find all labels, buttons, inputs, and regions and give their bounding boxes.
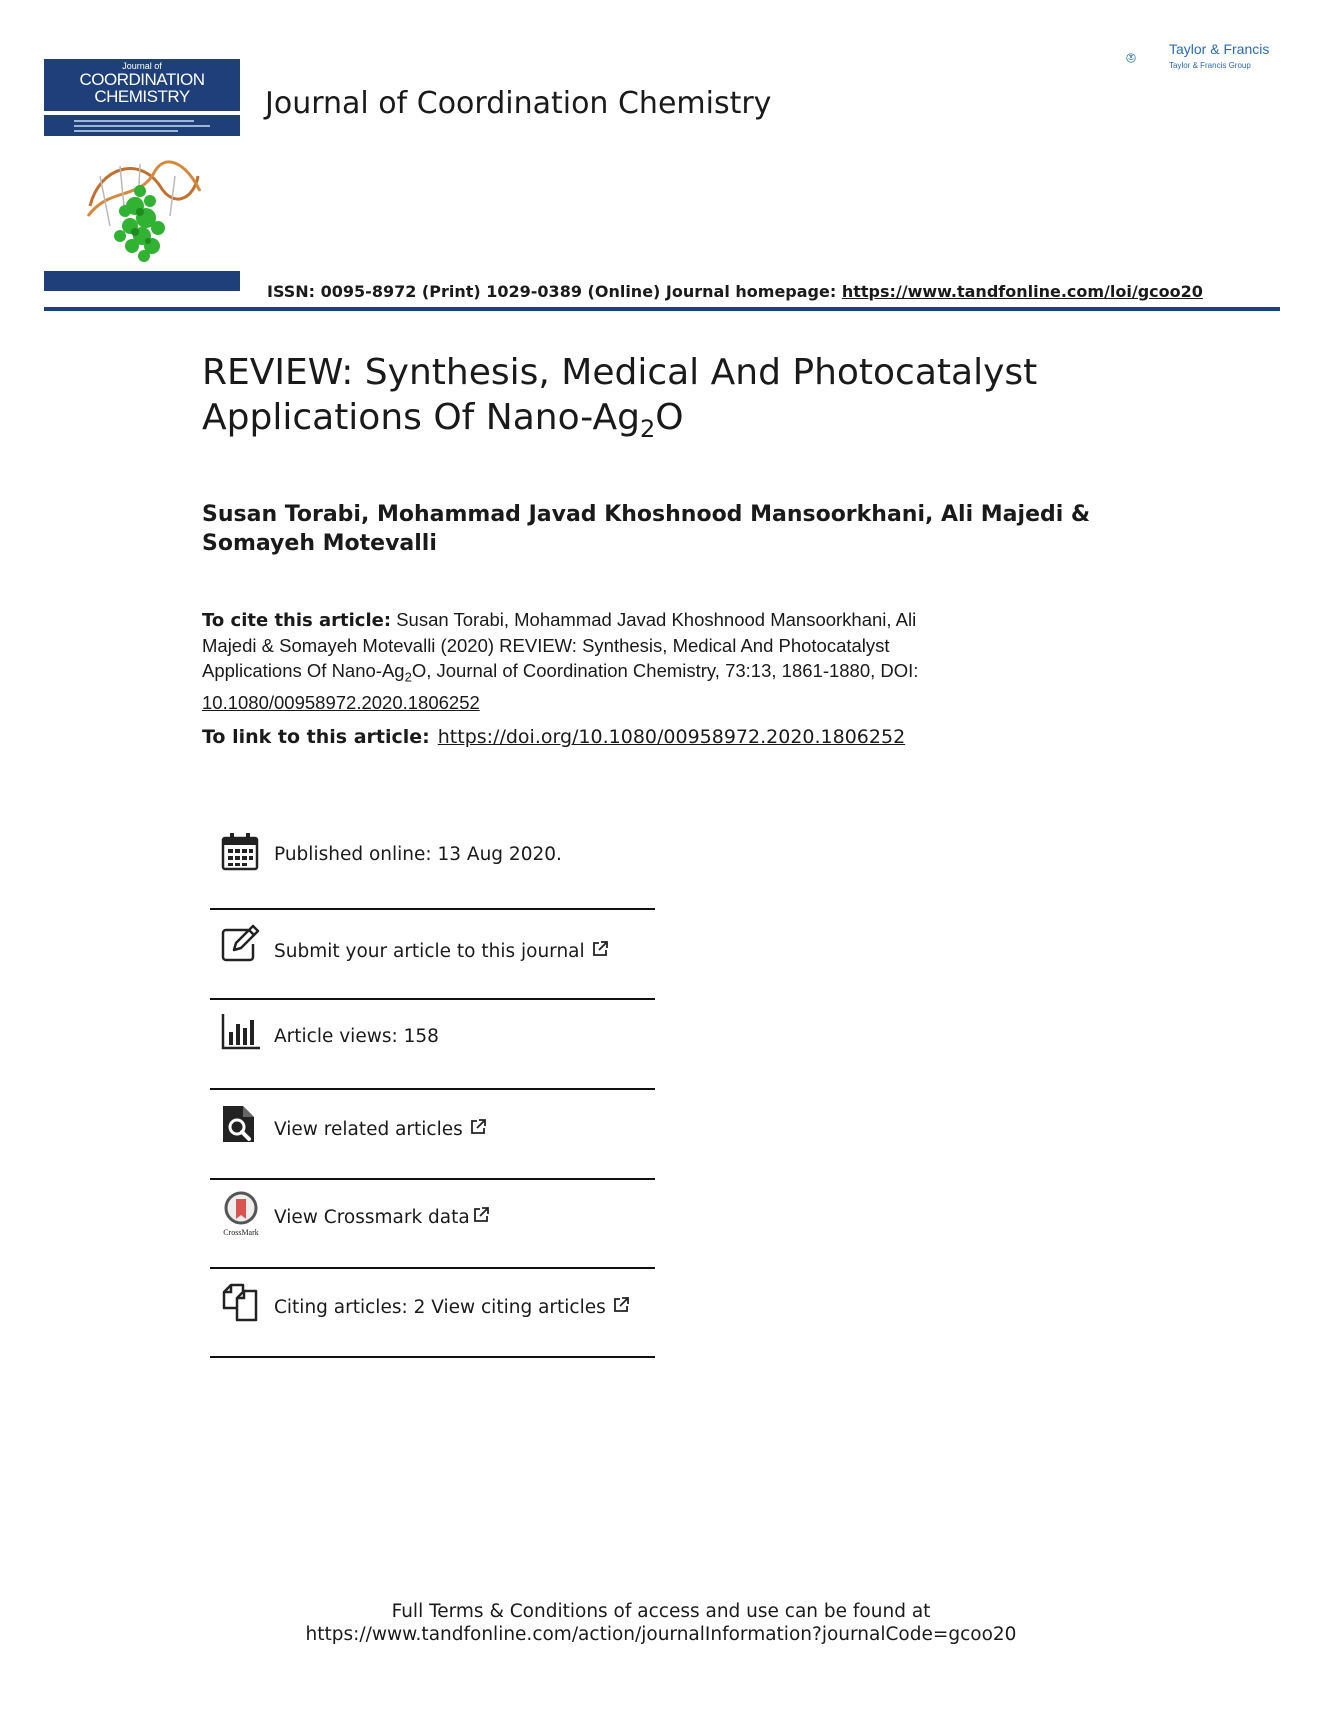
crossmark-icon — [220, 1191, 262, 1237]
external-link-icon — [472, 1206, 490, 1224]
bar-chart-icon — [220, 1012, 260, 1052]
citing-articles-link[interactable]: Citing articles: 2 View citing articles — [274, 1296, 630, 1318]
header-rule — [44, 307, 1280, 311]
cover-chemistry: CHEMISTRY — [94, 87, 190, 106]
citation-line3: Applications Of Nano-$Ag_2O$, Journal of Coordination Chemistry, 73:13, 1861-1880, DOI: — [202, 660, 919, 685]
footer-line1: Full Terms & Conditions of access and use can be found at — [391, 1601, 931, 1622]
taylor-francis-logo-icon[interactable] — [1126, 38, 1166, 78]
journal-homepage-link[interactable]: https://www.tandfonline.com/loi/gcoo20 — [841, 282, 1203, 301]
submit-article-link[interactable]: Submit your article to this journal — [274, 940, 609, 962]
citation-label: To cite this article: — [202, 610, 392, 631]
related-articles-link[interactable]: View related articles — [274, 1118, 487, 1140]
citation-line1: To cite this article: Susan Torabi, Mohammad Javad Khoshnood Mansoorkhani, Ali — [202, 609, 917, 631]
footer-terms-url[interactable]: https://www.tandfonline.com/action/journalInformation?journalCode=gcoo20 — [305, 1624, 1017, 1645]
article-doi-url[interactable]: https://doi.org/10.1080/00958972.2020.1806252 — [437, 726, 906, 748]
citation-block — [202, 607, 1042, 715]
citation-doi-link[interactable]: 10.1080/00958972.2020.1806252 — [202, 691, 480, 713]
cover-journal-of: Journal of — [122, 61, 162, 71]
info-divider — [210, 908, 655, 910]
cover-coordination: COORDINATION — [79, 70, 205, 89]
external-link-icon — [591, 940, 609, 958]
citation-line2: Majedi & Somayeh Motevalli (2020) REVIEW: Synthesis, Medical And Photocatalyst — [202, 635, 890, 656]
article-link-line — [202, 726, 905, 748]
external-link-icon — [469, 1118, 487, 1136]
info-divider — [210, 1178, 655, 1180]
issn-text: ISSN: 0095-8972 (Print) 1029-0389 (Online) Journal homepage: — [267, 282, 842, 301]
article-views-text: Article views: 158 — [274, 1026, 439, 1047]
related-articles-item[interactable] — [210, 1100, 655, 1144]
article-title-line2: Applications Of Nano-$Ag_2O$ — [202, 397, 684, 444]
edit-icon — [220, 924, 260, 964]
publisher-group: Taylor & Francis Group — [1169, 61, 1251, 70]
cover-molecule-illustration — [80, 146, 206, 264]
external-link-icon — [612, 1296, 630, 1314]
info-divider — [210, 1088, 655, 1090]
copy-documents-icon — [220, 1282, 260, 1322]
info-divider — [210, 1267, 655, 1269]
cover-subtitle-strip — [44, 115, 240, 136]
issn-line — [267, 282, 1203, 301]
calendar-icon — [220, 832, 260, 872]
cover-publisher-strip — [44, 271, 240, 291]
link-label: To link to this article: — [202, 726, 430, 748]
authors-line1: Susan Torabi, Mohammad Javad Khoshnood Mansoorkhani, Ali Majedi & — [202, 502, 1091, 527]
journal-title[interactable]: Journal of Coordination Chemistry — [265, 86, 772, 121]
crossmark-item[interactable] — [210, 1190, 655, 1238]
document-search-icon — [220, 1104, 260, 1144]
article-title — [202, 350, 1162, 452]
published-online-item — [210, 830, 655, 874]
info-divider — [210, 1356, 655, 1358]
crossmark-link[interactable]: View Crossmark data — [274, 1206, 490, 1228]
article-views-item — [210, 1010, 655, 1054]
cover-title-band — [44, 59, 240, 111]
cover-top-strip — [44, 50, 240, 58]
published-online-text: Published online: 13 Aug 2020. — [274, 844, 562, 865]
article-title-line1: REVIEW: Synthesis, Medical And Photocatalyst — [202, 352, 1038, 393]
publisher-name: Taylor & Francis — [1169, 41, 1270, 57]
info-divider — [210, 998, 655, 1000]
crossmark-icon-label: CrossMark — [223, 1228, 259, 1237]
article-authors — [202, 500, 1162, 558]
authors-line2: Somayeh Motevalli — [202, 531, 437, 556]
journal-cover — [44, 50, 240, 292]
citing-articles-item[interactable] — [210, 1280, 655, 1324]
footer-terms — [0, 1600, 1322, 1646]
submit-article-item[interactable] — [210, 920, 655, 964]
